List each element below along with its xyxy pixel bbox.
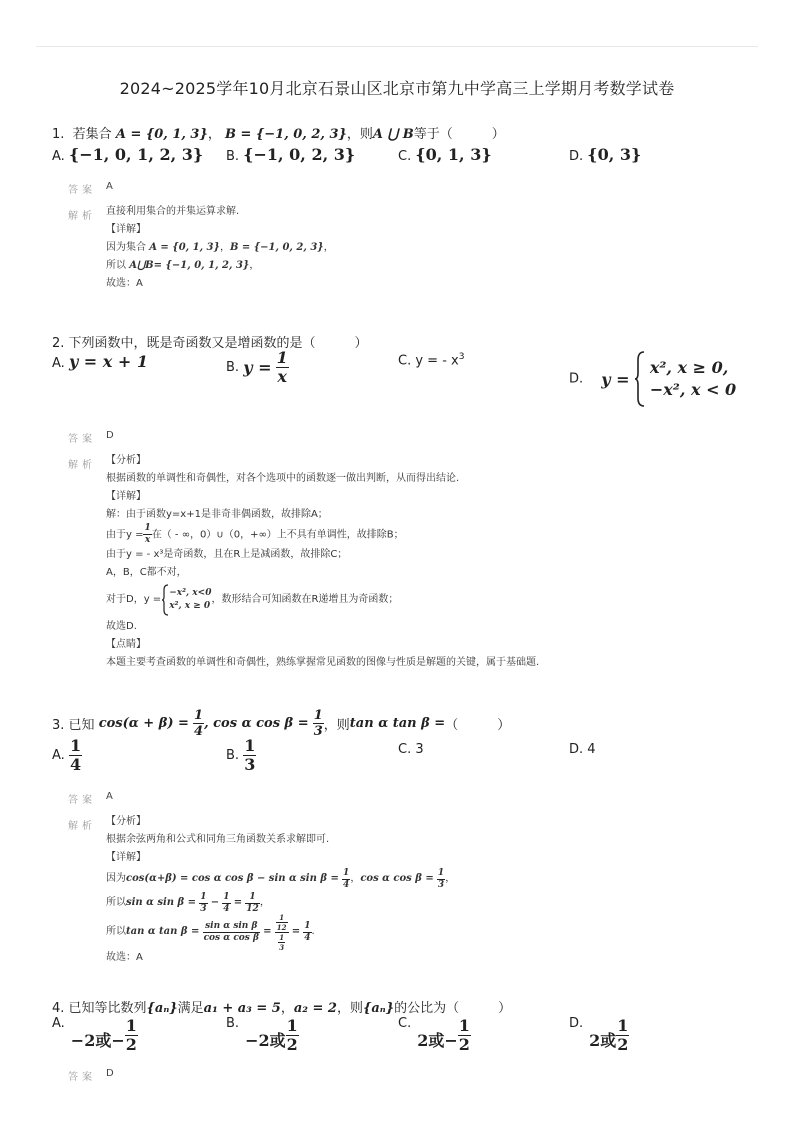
math: a₁ + a₃ = 5 — [203, 1001, 281, 1016]
option-letter: A. — [52, 1016, 65, 1031]
text: ， — [259, 897, 270, 908]
q2-option-c[interactable] — [398, 352, 465, 368]
q1-answer: A — [106, 181, 113, 192]
left-brace-icon — [161, 584, 169, 616]
math: B = {−1, 0, 2, 3} — [229, 242, 324, 253]
option-letter: C. — [398, 1016, 412, 1031]
option-letter: D. — [569, 1016, 584, 1031]
fraction — [143, 524, 151, 545]
option-value: {−1, 0, 1, 2, 3} — [68, 145, 204, 164]
stem-text: ，则 — [323, 718, 350, 733]
math-set-b: B = {−1, 0, 2, 3} — [224, 127, 347, 142]
solution-line: 根据余弦两角和公式和同角三角函数关系求解即可. — [106, 834, 330, 845]
denominator: 2 — [125, 1035, 137, 1054]
q4-option-c[interactable] — [398, 1016, 471, 1053]
denominator: x — [277, 367, 287, 386]
solution-line: 故选：A — [106, 952, 143, 963]
text: 因为 — [106, 873, 126, 884]
fraction — [276, 914, 288, 931]
option-letter: A. — [52, 748, 65, 763]
q1-option-b[interactable] — [226, 145, 355, 164]
stem-text: ， — [280, 1001, 294, 1016]
option-letter: B. — [226, 149, 240, 164]
numerator: 1 — [144, 523, 151, 533]
piecewise-cases — [650, 357, 736, 400]
q1-option-d[interactable] — [569, 145, 641, 164]
answer-label: 答案 — [68, 185, 96, 196]
fraction — [199, 893, 207, 914]
text: 所以 — [106, 260, 130, 271]
question-4-stem — [52, 997, 511, 1016]
q3-option-d[interactable]: D. 4 — [569, 742, 596, 757]
solution-line: 【详解】 — [106, 491, 146, 502]
q1-option-a[interactable] — [52, 145, 203, 164]
text: ， — [219, 242, 230, 253]
denominator: cos α cos β — [203, 932, 259, 943]
stem-text: ，则 — [336, 1001, 363, 1016]
numerator: 1 — [69, 736, 82, 755]
denominator: 2 — [617, 1035, 629, 1054]
math-union: A ⋃ B — [372, 127, 414, 142]
text: 因为集合 — [106, 242, 150, 253]
text: 所以 — [106, 897, 126, 908]
fraction — [125, 1018, 138, 1053]
solution-line: 【详解】 — [106, 852, 146, 863]
solution-line: 本题主要考查函数的单调性和奇偶性，熟练掌握常见函数的图像与性质是解题的关键，属于基础题. — [106, 657, 540, 668]
stem-text: ， — [207, 127, 221, 142]
option-value: 2或− — [417, 1031, 458, 1050]
math: = — [291, 926, 301, 937]
text: . — [311, 926, 315, 937]
solution-line — [106, 239, 334, 257]
math: A = {0, 1, 3} — [149, 242, 220, 253]
stem-text: （ ） — [445, 718, 511, 733]
denominator: 4 — [69, 755, 82, 774]
math: = — [233, 897, 243, 908]
math: tan α tan β = — [126, 926, 200, 937]
math: {aₙ} — [362, 1001, 395, 1016]
solution-line: 【分析】 — [106, 816, 146, 827]
text: 所以 — [106, 926, 126, 937]
q2-option-a[interactable] — [52, 352, 148, 371]
denominator: 3 — [279, 942, 285, 952]
denominator: x — [144, 535, 151, 545]
page-title: 2024~2025学年10月北京石景山区北京市第九中学高三上学期月考数学试卷 — [119, 79, 675, 98]
math: cos(α + β) = — [98, 716, 189, 731]
case-line: −x², x<0 — [169, 588, 212, 598]
text: ， — [350, 873, 361, 884]
option-value: y = - x — [415, 353, 459, 369]
option-value: {−1, 0, 2, 3} — [243, 145, 356, 164]
numerator: 1 — [276, 348, 288, 367]
q3-option-a[interactable] — [52, 738, 82, 773]
stem-text: 若集合 — [72, 127, 112, 142]
numerator: 1 — [276, 914, 288, 923]
stem-text: 等于（ ） — [413, 127, 505, 142]
q2-solution — [106, 452, 539, 672]
question-2-stem: 2. 下列函数中，既是奇函数又是增函数的是（ ） — [52, 336, 368, 351]
option-letter: C. — [398, 149, 412, 164]
compound-fraction — [275, 914, 289, 951]
solution-line: 【详解】 — [106, 224, 146, 235]
numerator: 1 — [343, 867, 350, 878]
fraction — [278, 934, 285, 951]
option-value: {0, 1, 3} — [415, 145, 492, 164]
header-divider — [36, 46, 758, 47]
option-letter: B. — [226, 360, 240, 375]
q4-option-b[interactable] — [226, 1016, 299, 1053]
fraction — [303, 922, 311, 943]
q4-option-a[interactable] — [52, 1016, 138, 1053]
q2-option-d[interactable] — [569, 350, 736, 408]
option-letter: A. — [52, 149, 65, 164]
solution-line: 解：由于函数y=x+1是非奇非偶函数，故排除A； — [106, 509, 328, 520]
text: 对于D，y = — [106, 594, 162, 605]
denominator: 3 — [200, 903, 207, 914]
q2-answer: D — [106, 430, 114, 441]
text: ， — [249, 260, 260, 271]
piecewise-cases — [169, 587, 211, 613]
q3-option-c[interactable]: C. 3 — [398, 742, 424, 757]
option-value: −2或 — [245, 1031, 286, 1050]
question-number: 1. — [52, 127, 65, 142]
fraction — [203, 922, 260, 943]
math: tan α tan β = — [349, 716, 446, 731]
solution-line — [106, 891, 455, 915]
q1-option-c[interactable] — [398, 145, 492, 164]
solution-line — [106, 257, 334, 275]
denominator: 4 — [194, 724, 204, 739]
solution-line: 【分析】 — [106, 455, 146, 466]
denominator: 2 — [458, 1035, 470, 1054]
fraction — [222, 893, 230, 914]
math: a₂ = 2 — [293, 1001, 337, 1016]
fraction — [243, 738, 256, 773]
q1-solution — [106, 203, 334, 293]
option-letter: A. — [52, 356, 65, 371]
option-value: −2或− — [70, 1031, 125, 1050]
stem-text: ，则 — [346, 127, 373, 142]
fraction — [69, 738, 82, 773]
q3-option-b[interactable] — [226, 738, 256, 773]
solution-line: 故选：A — [106, 278, 143, 289]
math: − — [210, 897, 220, 908]
question-1-stem — [52, 123, 505, 142]
solution-line: 根据函数的单调性和奇偶性，对各个选项中的函数逐一做出判断，从而得出结论. — [106, 473, 460, 484]
q4-option-d[interactable] — [569, 1016, 629, 1053]
solution-line: 【点睛】 — [106, 639, 146, 650]
fraction — [286, 1018, 299, 1053]
q2-option-b[interactable] — [226, 350, 289, 385]
fraction — [245, 893, 260, 914]
math: cos(α+β) = cos α cos β − sin α sin β = — [126, 873, 339, 884]
denominator: 3 — [244, 755, 256, 774]
fraction — [193, 709, 204, 738]
exponent: 3 — [458, 352, 465, 362]
fraction — [437, 869, 445, 890]
numerator: 1 — [617, 1016, 629, 1035]
numerator: 1 — [245, 893, 260, 904]
stem-text: 4. 已知等比数列 — [52, 1001, 147, 1016]
fraction — [342, 869, 350, 890]
denominator: 4 — [304, 932, 311, 943]
denominator: 3 — [437, 879, 445, 890]
numerator: 1 — [200, 891, 207, 902]
denominator: 3 — [313, 724, 323, 739]
case-line: x², x ≥ 0, — [649, 358, 729, 378]
q3-solution — [106, 813, 455, 967]
stem-text: 的公比为（ ） — [394, 1001, 512, 1016]
option-value: 2或 — [589, 1031, 617, 1050]
option-value: y = x + 1 — [68, 352, 148, 371]
numerator: 1 — [313, 708, 323, 723]
case-line: x², x ≥ 0 — [169, 601, 211, 611]
numerator: sin α sin β — [203, 922, 260, 933]
option-value: {0, 3} — [587, 145, 642, 164]
numerator — [275, 914, 289, 933]
fraction — [313, 709, 324, 738]
denominator — [275, 933, 289, 951]
math-set-a: A = {0, 1, 3} — [115, 127, 208, 142]
solution-line: 故选D. — [106, 621, 137, 632]
fraction — [616, 1018, 629, 1053]
math: , cos α cos β = — [204, 716, 309, 731]
numerator: 1 — [304, 920, 311, 931]
numerator: 1 — [437, 867, 445, 878]
q3-answer: A — [106, 791, 113, 802]
denominator: 12 — [246, 903, 259, 914]
solution-line — [106, 912, 455, 952]
solution-line — [106, 582, 539, 618]
solution-line: 由于y = - x³是奇函数，且在R上是减函数，故排除C； — [106, 549, 348, 560]
text: ，数形结合可知函数在R递增且为奇函数； — [211, 594, 399, 605]
numerator: 1 — [125, 1016, 137, 1035]
option-letter: B. — [226, 1016, 240, 1031]
numerator: 1 — [286, 1016, 298, 1035]
answer-label: 答案 — [68, 795, 96, 806]
numerator: 1 — [458, 1016, 470, 1035]
text: ， — [445, 873, 456, 884]
numerator: 1 — [244, 736, 256, 755]
option-letter: D. — [569, 149, 584, 164]
analysis-label: 解析 — [68, 211, 96, 222]
denominator: 2 — [286, 1035, 298, 1054]
option-letter: C. — [398, 353, 412, 369]
text: 由于y = — [106, 529, 144, 541]
case-line: −x², x < 0 — [649, 380, 737, 399]
math: = — [263, 926, 272, 937]
denominator: 4 — [223, 903, 230, 914]
solution-line: A，B，C都不对， — [106, 567, 187, 578]
analysis-label: 解析 — [68, 821, 96, 832]
answer-label: 答案 — [68, 1072, 96, 1083]
math: A⋃B= {−1, 0, 1, 2, 3} — [129, 260, 250, 271]
left-brace-icon — [634, 350, 646, 408]
math: sin α sin β = — [126, 897, 197, 908]
math: y = — [601, 369, 630, 389]
answer-label: 答案 — [68, 434, 96, 445]
math: y = — [243, 358, 272, 377]
solution-line — [106, 867, 455, 891]
numerator: 1 — [223, 891, 230, 902]
numerator: 1 — [194, 708, 204, 723]
text: 在（ - ∞，0）∪（0，+∞）上不具有单调性，故排除B； — [151, 529, 404, 541]
option-letter: D. — [569, 371, 584, 387]
q4-answer: D — [106, 1068, 114, 1079]
solution-line: 直接利用集合的并集运算求解. — [106, 206, 240, 217]
analysis-label: 解析 — [68, 460, 96, 471]
math: {aₙ} — [146, 1001, 178, 1016]
option-letter: B. — [226, 748, 240, 763]
math: cos α cos β = — [360, 873, 434, 884]
numerator: 1 — [279, 932, 285, 942]
fraction — [458, 1018, 471, 1053]
stem-text: 满足 — [177, 1001, 204, 1016]
fraction — [276, 350, 289, 385]
stem-text: 3. 已知 — [52, 718, 95, 733]
denominator: 4 — [343, 879, 350, 890]
solution-line — [106, 524, 539, 546]
question-3-stem — [52, 709, 510, 738]
text: ， — [323, 242, 334, 253]
denominator: 12 — [276, 922, 287, 932]
